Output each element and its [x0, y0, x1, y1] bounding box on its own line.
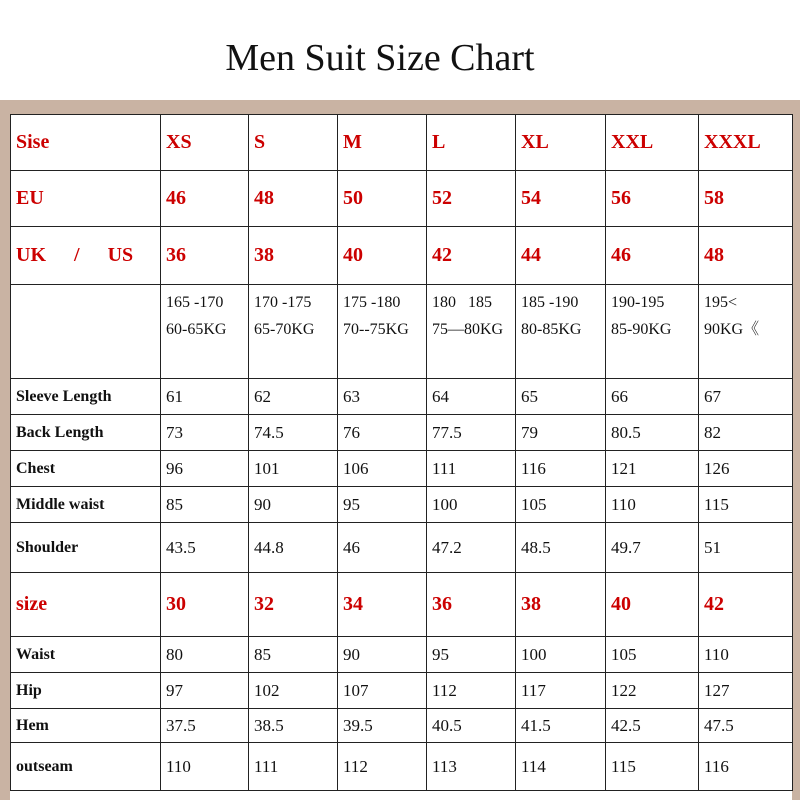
table-cell: [338, 285, 427, 379]
table-cell: M: [338, 115, 427, 171]
row-label-hip: Hip: [11, 673, 161, 709]
row-label-hem: Hem: [11, 709, 161, 743]
weight-range: 75—80KG: [432, 321, 504, 338]
weight-range: 85-90KG: [611, 321, 672, 338]
table-row-shoulder: [11, 523, 793, 573]
table-cell: 106: [338, 451, 427, 487]
row-label-chest: Chest: [11, 451, 161, 487]
table-cell: 115: [699, 487, 793, 523]
table-cell: 42: [427, 227, 516, 285]
weight-range: 60-65KG: [166, 321, 227, 338]
table-cell: 80.5: [606, 415, 699, 451]
table-cell: 50: [338, 171, 427, 227]
weight-range: 80-85KG: [521, 321, 582, 338]
table-cell: 56: [606, 171, 699, 227]
chart-sheet: [10, 114, 792, 800]
table-cell: 65: [516, 379, 606, 415]
size-chart-table: [10, 114, 793, 791]
table-cell: XS: [161, 115, 249, 171]
table-row-outseam: [11, 743, 793, 791]
table-cell: [516, 285, 606, 379]
weight-range: 70--75KG: [343, 321, 409, 338]
table-cell: 42.5: [606, 709, 699, 743]
size-chart-body: [11, 115, 793, 791]
table-cell: 52: [427, 171, 516, 227]
table-row-sleeve-length: [11, 379, 793, 415]
table-cell: 49.7: [606, 523, 699, 573]
table-cell: 46: [338, 523, 427, 573]
height-range: 180 185: [432, 294, 492, 311]
table-cell: L: [427, 115, 516, 171]
table-cell: 77.5: [427, 415, 516, 451]
table-cell: 43.5: [161, 523, 249, 573]
table-cell: S: [249, 115, 338, 171]
table-row-pants-size: [11, 573, 793, 637]
table-cell: 48.5: [516, 523, 606, 573]
table-cell: 107: [338, 673, 427, 709]
table-cell: 100: [516, 637, 606, 673]
table-cell: 110: [161, 743, 249, 791]
table-cell: 85: [161, 487, 249, 523]
uk-us-separator: /: [74, 244, 80, 266]
table-cell: [699, 285, 793, 379]
table-cell: 76: [338, 415, 427, 451]
table-cell: 110: [699, 637, 793, 673]
table-cell: 105: [606, 637, 699, 673]
table-cell: 34: [338, 573, 427, 637]
table-cell: 110: [606, 487, 699, 523]
table-cell: 113: [427, 743, 516, 791]
row-label-outseam: outseam: [11, 743, 161, 791]
height-range: 185 -190: [521, 294, 579, 311]
row-label-pants-size: size: [11, 573, 161, 637]
table-cell: 122: [606, 673, 699, 709]
table-cell: 38: [516, 573, 606, 637]
table-cell: 101: [249, 451, 338, 487]
table-cell: 30: [161, 573, 249, 637]
table-cell: 36: [427, 573, 516, 637]
table-cell: 79: [516, 415, 606, 451]
table-cell: 112: [427, 673, 516, 709]
table-cell: 74.5: [249, 415, 338, 451]
table-cell: 48: [249, 171, 338, 227]
height-range: 195<: [704, 294, 738, 311]
table-cell: XL: [516, 115, 606, 171]
height-range: 175 -180: [343, 294, 401, 311]
table-cell: 114: [516, 743, 606, 791]
table-cell: 46: [161, 171, 249, 227]
table-cell: 32: [249, 573, 338, 637]
table-cell: 64: [427, 379, 516, 415]
table-cell: 102: [249, 673, 338, 709]
table-cell: 121: [606, 451, 699, 487]
table-cell: XXL: [606, 115, 699, 171]
height-range: 165 -170: [166, 294, 224, 311]
height-range: 170 -175: [254, 294, 312, 311]
row-label-sleeve-length: Sleeve Length: [11, 379, 161, 415]
table-cell: 58: [699, 171, 793, 227]
table-row-eu: [11, 171, 793, 227]
table-cell: [427, 285, 516, 379]
table-cell: 112: [338, 743, 427, 791]
table-cell: 40: [606, 573, 699, 637]
table-cell: 105: [516, 487, 606, 523]
table-cell: 36: [161, 227, 249, 285]
row-label-middle-waist: Middle waist: [11, 487, 161, 523]
table-row-chest: [11, 451, 793, 487]
chart-frame: [0, 100, 800, 800]
table-cell: 95: [427, 637, 516, 673]
table-row-height-weight: [11, 285, 793, 379]
height-range: 190-195: [611, 294, 665, 311]
table-cell: 44.8: [249, 523, 338, 573]
table-cell: 100: [427, 487, 516, 523]
table-cell: 62: [249, 379, 338, 415]
table-cell: 47.5: [699, 709, 793, 743]
table-cell: 127: [699, 673, 793, 709]
row-label-height-weight: [11, 285, 161, 379]
table-cell: 37.5: [161, 709, 249, 743]
table-cell: 61: [161, 379, 249, 415]
table-cell: 116: [516, 451, 606, 487]
table-cell: 117: [516, 673, 606, 709]
table-cell: XXXL: [699, 115, 793, 171]
table-row-back-length: [11, 415, 793, 451]
table-row-middle-waist: [11, 487, 793, 523]
row-label-back-length: Back Length: [11, 415, 161, 451]
table-cell: 67: [699, 379, 793, 415]
table-cell: 73: [161, 415, 249, 451]
table-cell: [249, 285, 338, 379]
uk-label: UK: [16, 244, 46, 266]
table-cell: 38.5: [249, 709, 338, 743]
table-cell: 90: [338, 637, 427, 673]
table-cell: 46: [606, 227, 699, 285]
table-cell: 63: [338, 379, 427, 415]
row-label-waist: Waist: [11, 637, 161, 673]
table-cell: 82: [699, 415, 793, 451]
table-cell: 95: [338, 487, 427, 523]
table-cell: [606, 285, 699, 379]
table-row-uk-us: [11, 227, 793, 285]
table-cell: 66: [606, 379, 699, 415]
page-title: Men Suit Size Chart: [225, 37, 535, 79]
table-row-hem: [11, 709, 793, 743]
us-label: US: [107, 244, 134, 266]
table-row-waist: [11, 637, 793, 673]
table-cell: 54: [516, 171, 606, 227]
table-row-hip: [11, 673, 793, 709]
table-cell: 115: [606, 743, 699, 791]
table-cell: 38: [249, 227, 338, 285]
table-cell: 42: [699, 573, 793, 637]
table-cell: 97: [161, 673, 249, 709]
row-label-uk-us: [11, 227, 161, 285]
table-cell: 47.2: [427, 523, 516, 573]
table-cell: 111: [249, 743, 338, 791]
table-cell: 41.5: [516, 709, 606, 743]
table-cell: 44: [516, 227, 606, 285]
table-cell: 96: [161, 451, 249, 487]
table-cell: 85: [249, 637, 338, 673]
row-label-suit-size: Sise: [11, 115, 161, 171]
table-cell: 39.5: [338, 709, 427, 743]
table-cell: [161, 285, 249, 379]
table-cell: 90: [249, 487, 338, 523]
row-label-eu: EU: [11, 171, 161, 227]
table-cell: 116: [699, 743, 793, 791]
table-cell: 80: [161, 637, 249, 673]
table-cell: 111: [427, 451, 516, 487]
table-cell: 48: [699, 227, 793, 285]
row-label-shoulder: Shoulder: [11, 523, 161, 573]
table-cell: 126: [699, 451, 793, 487]
table-cell: 40: [338, 227, 427, 285]
weight-range: 65-70KG: [254, 321, 315, 338]
table-row-suit-size: [11, 115, 793, 171]
table-cell: 51: [699, 523, 793, 573]
weight-range: 90KG《: [704, 321, 760, 338]
table-cell: 40.5: [427, 709, 516, 743]
